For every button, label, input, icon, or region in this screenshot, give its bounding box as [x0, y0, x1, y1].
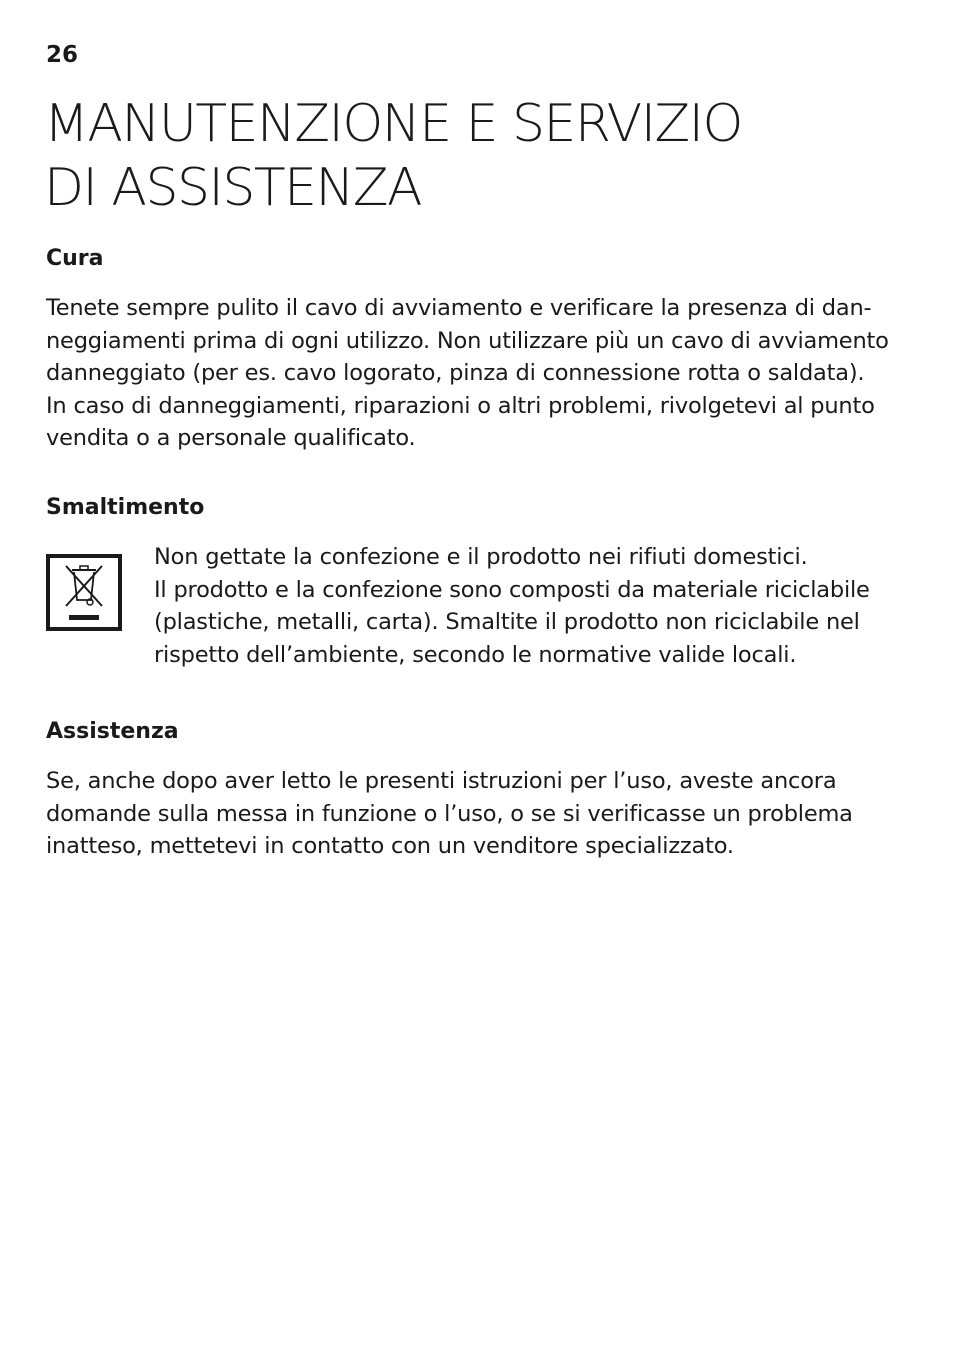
- page-title-line: MANUTENZIONE E SERVIZIO: [44, 94, 742, 154]
- section-heading-smaltimento: Smaltimento: [46, 495, 205, 520]
- smaltimento-paragraph: [154, 541, 870, 671]
- text-line: In caso di danneggiamenti, riparazioni o altri problemi, rivolgetevi al punto: [46, 392, 875, 419]
- text-line: Il prodotto e la confezione sono composti da materiale riciclabile: [154, 576, 870, 603]
- text-line: (plastiche, metalli, carta). Smaltite il prodotto non riciclabile nel: [154, 609, 860, 635]
- text-line: domande sulla messa in funzione o l’uso, o se si verificasse un problema: [46, 800, 853, 827]
- text-line: Non gettate la confezione e il prodotto nei rifiuti domestici.: [154, 544, 808, 570]
- text-line: rispetto dell’ambiente, secondo le normative valide locali.: [154, 641, 797, 668]
- section-heading-assistenza: Assistenza: [46, 719, 179, 744]
- assistenza-paragraph: [46, 765, 853, 863]
- section-heading-cura: Cura: [46, 246, 104, 271]
- page-number: 26: [46, 42, 79, 68]
- text-line: Se, anche dopo aver letto le presenti istruzioni per l’uso, aveste ancora: [46, 768, 837, 794]
- page-title-line: DI ASSISTENZA: [44, 158, 422, 218]
- text-line: neggiamenti prima di ogni utilizzo. Non utilizzare più un cavo di avviamento: [46, 327, 889, 354]
- cura-paragraph: [46, 292, 889, 455]
- crossed-out-wheelie-bin-icon: [46, 554, 122, 631]
- text-line: vendita o a personale qualificato.: [46, 425, 416, 451]
- text-line: inatteso, mettetevi in contatto con un venditore specializzato.: [46, 833, 734, 859]
- page-title: [44, 92, 924, 220]
- text-line: danneggiato (per es. cavo logorato, pinza di connessione rotta o saldata).: [46, 360, 865, 386]
- text-line: Tenete sempre pulito il cavo di avviamento e verificare la presenza di dan-: [46, 295, 872, 321]
